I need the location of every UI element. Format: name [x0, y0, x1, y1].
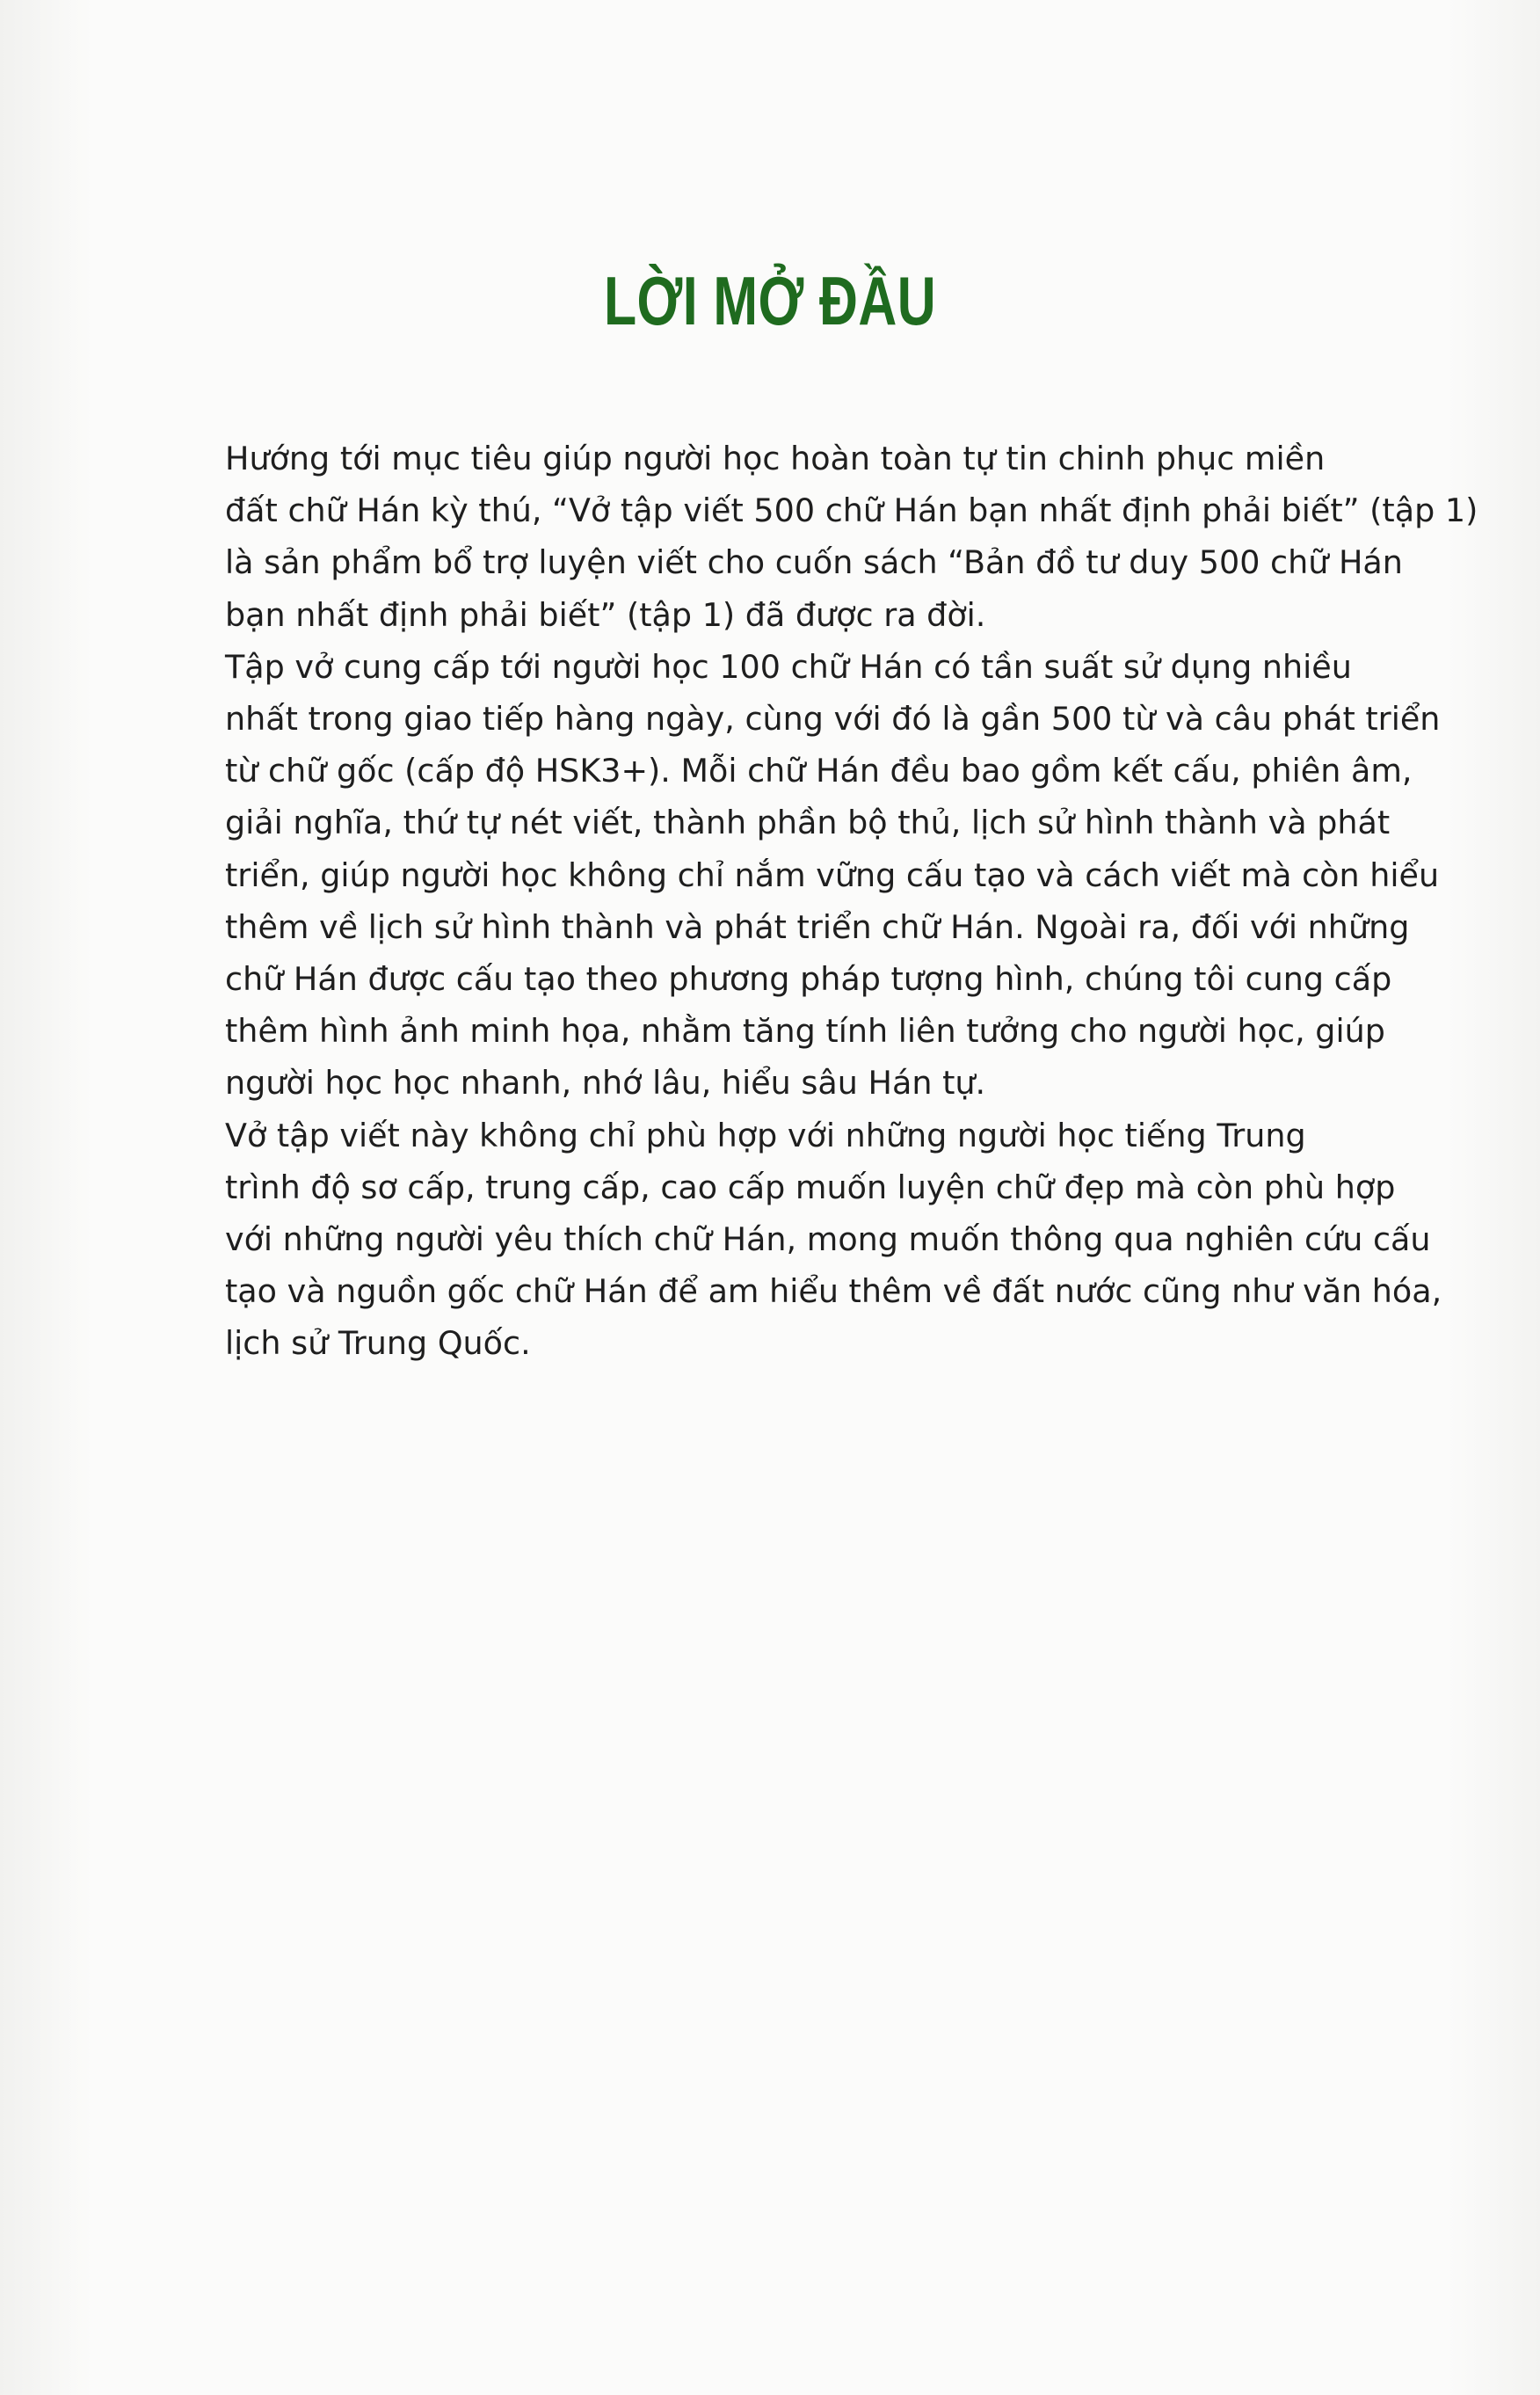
text-line: từ chữ gốc (cấp độ HSK3+). Mỗi chữ Hán đều bao gồm kết cấu, phiên âm, [225, 752, 1413, 790]
text-line: Hướng tới mục tiêu giúp người học hoàn toàn tự tin chinh phục miền [225, 440, 1326, 477]
text-line: triển, giúp người học không chỉ nắm vững cấu tạo và cách viết mà còn hiểu [225, 855, 1440, 894]
text-line: nhất trong giao tiếp hàng ngày, cùng với đó là gần 500 từ và câu phát triển [225, 700, 1441, 739]
text-line: người học học nhanh, nhớ lâu, hiểu sâu Hán tự. [225, 1064, 986, 1103]
body-text [139, 433, 1478, 1370]
paragraph-2 [139, 641, 1441, 1110]
paragraph-1 [139, 433, 1478, 641]
text-line: trình độ sơ cấp, trung cấp, cao cấp muốn luyện chữ đẹp mà còn phù hợp [225, 1168, 1396, 1206]
text-line: Vở tập viết này không chỉ phù hợp với những người học tiếng Trung [225, 1116, 1306, 1154]
text-line: với những người yêu thích chữ Hán, mong muốn thông qua nghiên cứu cấu [225, 1220, 1431, 1259]
text-line: là sản phẩm bổ trợ luyện viết cho cuốn sách “Bản đồ tư duy 500 chữ Hán [225, 543, 1403, 582]
page-title: LỜI MỞ ĐẦU [603, 262, 937, 339]
text-line: chữ Hán được cấu tạo theo phương pháp tượng hình, chúng tôi cung cấp [225, 960, 1392, 999]
text-line: Tập vở cung cấp tới người học 100 chữ Hán có tần suất sử dụng nhiều [225, 647, 1352, 686]
text-line: bạn nhất định phải biết” (tập 1) đã được ra đời. [225, 595, 986, 634]
text-line: thêm về lịch sử hình thành và phát triển chữ Hán. Ngoài ra, đối với những [225, 907, 1410, 946]
text-line: đất chữ Hán kỳ thú, “Vở tập viết 500 chữ Hán bạn nhất định phải biết” (tập 1) [225, 491, 1478, 530]
paragraph-3 [139, 1110, 1442, 1370]
text-line: giải nghĩa, thứ tự nét viết, thành phần bộ thủ, lịch sử hình thành và phát [225, 804, 1391, 842]
text-line: thêm hình ảnh minh họa, nhằm tăng tính liên tưởng cho người học, giúp [225, 1012, 1385, 1051]
text-line: tạo và nguồn gốc chữ Hán để am hiểu thêm về đất nước cũng như văn hóa, [225, 1272, 1442, 1311]
text-line: lịch sử Trung Quốc. [225, 1324, 531, 1363]
